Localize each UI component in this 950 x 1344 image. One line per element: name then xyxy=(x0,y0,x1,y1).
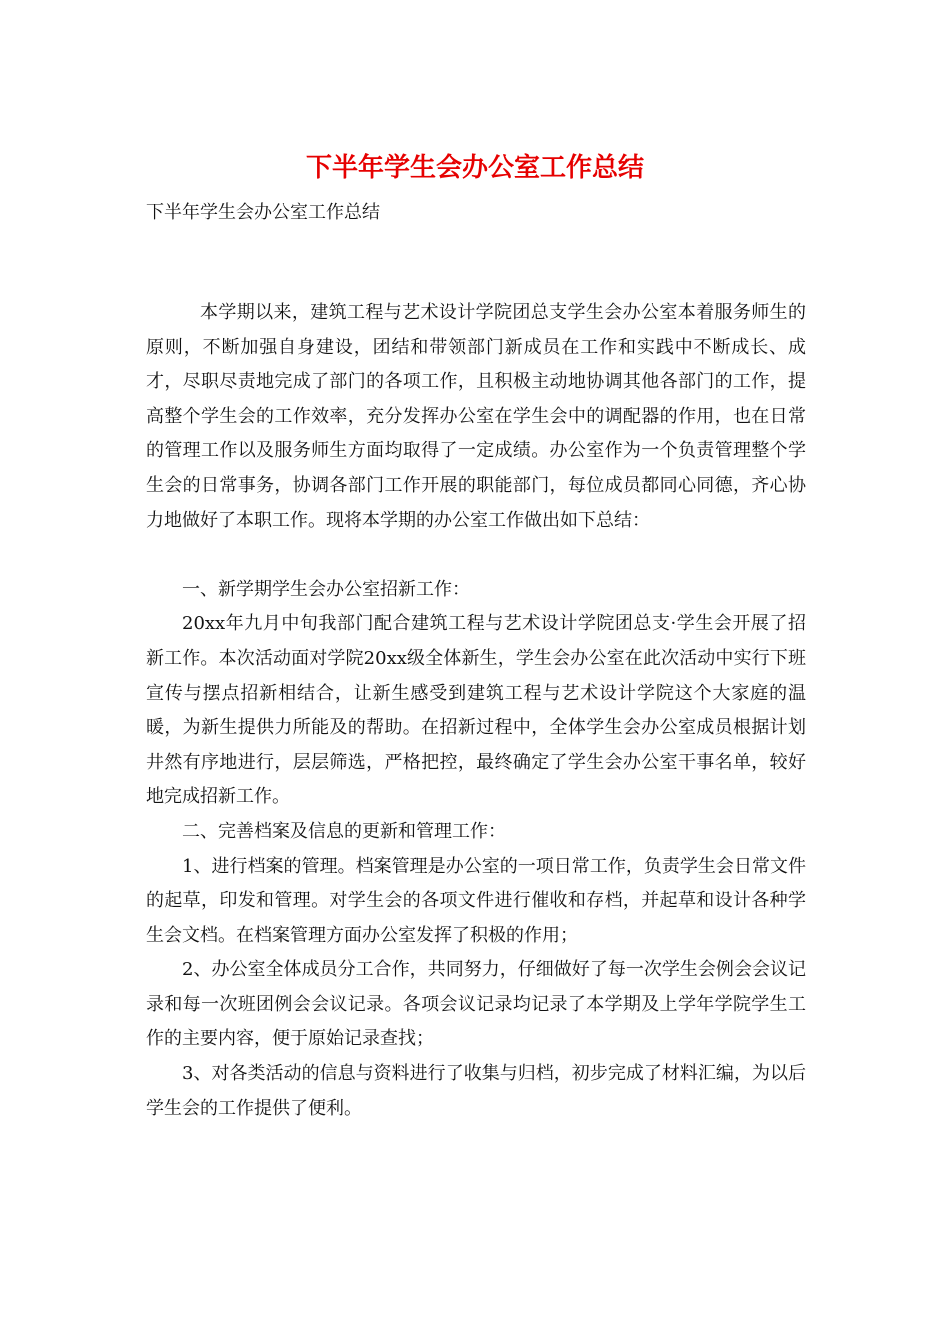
paragraph-recruitment: 20xx年九月中旬我部门配合建筑工程与艺术设计学院团总支·学生会开展了招新工作。本次活动面对学院20xx级全体新生，学生会办公室在此次活动中实行下班宣传与摆点招新相结合，让新生感受到建筑工程与艺术设计学院这个大家庭的温暖，为新生提供力所能及的帮助。在招新过程中，全体学生会办公室成员根据计划井然有序地进行，层层筛选，严格把控，最终确定了学生会办公室干事名单，较好地完成招新工作。 xyxy=(146,613,806,808)
paragraph-archives-1: 1、进行档案的管理。档案管理是办公室的一项日常工作，负责学生会日常文件的起草，印发和管理。对学生会的各项文件进行催收和存档，并起草和设计各种学生会文档。在档案管理方面办公室发挥了积极的作用； xyxy=(146,855,806,946)
document-body xyxy=(146,296,806,1126)
paragraph-archives-2: 2、办公室全体成员分工合作，共同努力，仔细做好了每一次学生会例会会议记录和每一次班团例会会议记录。各项会议记录均记录了本学期及上学年学院学生工作的主要内容，便于原始记录查找； xyxy=(146,959,806,1050)
document-title: 下半年学生会办公室工作总结 xyxy=(305,153,644,183)
paragraph-archives-3: 3、对各类活动的信息与资料进行了收集与归档，初步完成了材料汇编，为以后学生会的工作提供了便利。 xyxy=(146,1063,806,1119)
paragraph-spacer xyxy=(146,538,806,573)
document-subtitle: 下半年学生会办公室工作总结 xyxy=(146,202,380,223)
section-heading-archives: 二、完善档案及信息的更新和管理工作： xyxy=(182,820,506,842)
section-heading-recruitment: 一、新学期学生会办公室招新工作： xyxy=(182,578,470,600)
paragraph-intro: 本学期以来，建筑工程与艺术设计学院团总支学生会办公室本着服务师生的原则，不断加强自身建设，团结和带领部门新成员在工作和实践中不断成长、成才，尽职尽责地完成了部门的各项工作，且积极主动地协调其他各部门的工作，提高整个学生会的工作效率，充分发挥办公室在学生会中的调配器的作用，也在日常的管理工作以及服务师生方面均取得了一定成绩。办公室作为一个负责管理整个学生会的日常事务，协调各部门工作开展的职能部门，每位成员都同心同德，齐心协力地做好了本职工作。现将本学期的办公室工作做出如下总结： xyxy=(146,302,806,531)
